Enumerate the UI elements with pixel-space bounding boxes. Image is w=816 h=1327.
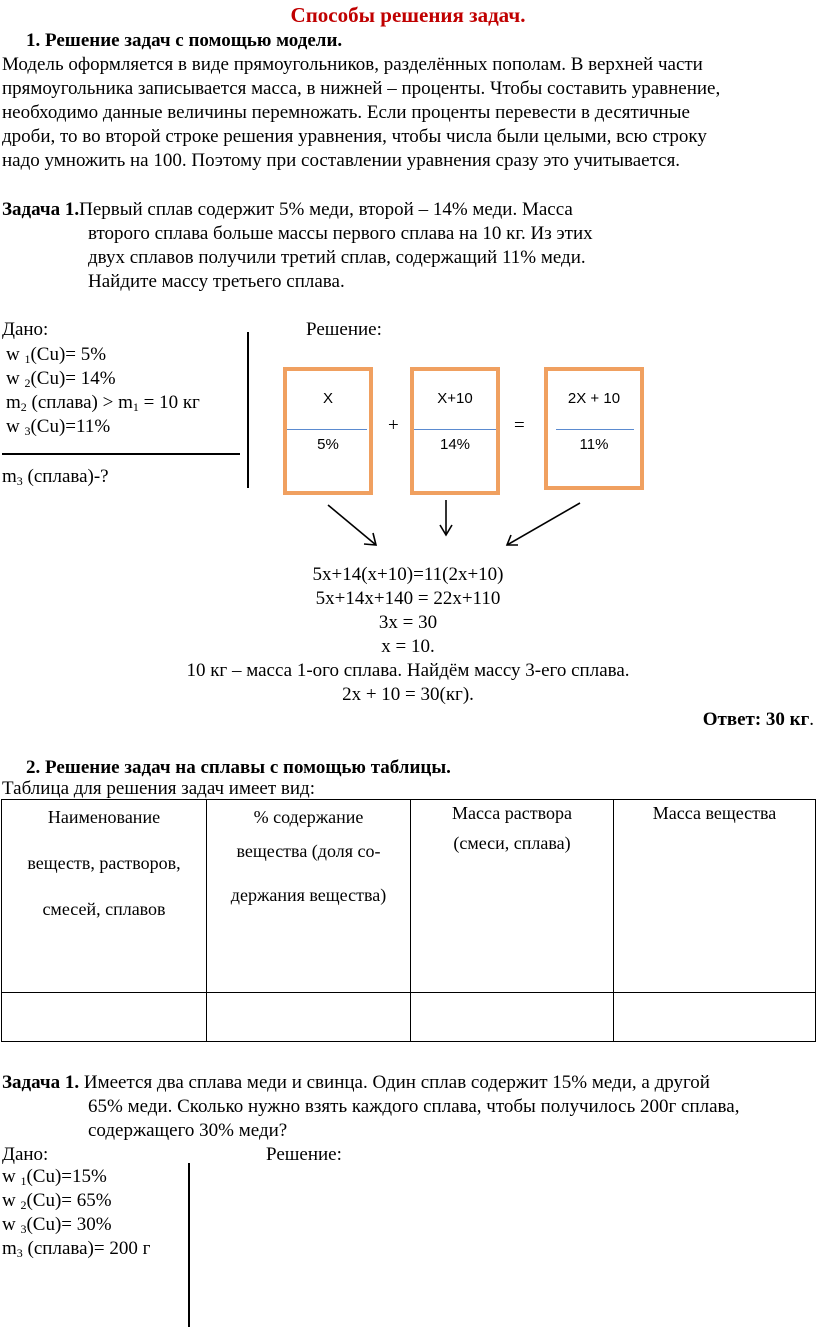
task-1-label: Задача 1. — [2, 199, 80, 220]
table-cell — [411, 993, 614, 1042]
solution-block — [0, 563, 816, 707]
given-item: w $_1$(Cu)=15% — [2, 1166, 107, 1188]
paragraph-line: необходимо данные величины перемножать. Если проценты перевести в десятичные — [2, 102, 690, 123]
table-intro: Таблица для решения задач имеет вид: — [2, 778, 315, 799]
task-1-line: двух сплавов получили третий сплав, содержащий 11% меди. — [88, 247, 586, 268]
equals-sign: = — [514, 415, 525, 436]
given-separator — [188, 1163, 190, 1327]
arrow-line — [328, 505, 376, 545]
solution-label: Решение: — [266, 1144, 342, 1165]
solution-table — [1, 799, 816, 1042]
solution-line: 3x = 30 — [378, 612, 438, 633]
task-2-line: содержащего 30% меди? — [88, 1120, 288, 1141]
task-2-statement — [2, 1071, 710, 1095]
task-1-line: Найдите массу третьего сплава. — [88, 271, 345, 292]
table-header-cell: Масса раствора (смеси, сплава) — [411, 800, 614, 993]
table-header-cell: Масса вещества — [614, 800, 816, 993]
solution-line: x = 10. — [381, 636, 435, 657]
paragraph-line: надо умножить на 100. Поэтому при составлении уравнения сразу это учитывается. — [2, 150, 681, 171]
model-box-bottom: 11% — [579, 436, 609, 453]
given-label: Дано: — [2, 319, 49, 340]
solution-line: 5x+14x+140 = 22x+110 — [315, 588, 501, 609]
plus-sign: + — [388, 415, 399, 436]
task-2-line: Имеется два сплава меди и свинца. Один сплав содержит 15% меди, а другой — [79, 1072, 710, 1093]
given-item: w $_1$(Cu)= 5% — [6, 344, 107, 366]
given-item: w $_3$(Cu)= 30% — [2, 1214, 112, 1236]
given-item: w $_2$(Cu)= 65% — [2, 1190, 112, 1212]
task-2-line: 65% меди. Сколько нужно взять каждого сплава, чтобы получилось 200г сплава, — [88, 1096, 740, 1117]
given-label: Дано: — [2, 1144, 49, 1165]
table-header-cell: % содержание вещества (доля со- держания вещества) — [207, 800, 411, 993]
given-item: w $_2$(Cu)= 14% — [6, 368, 116, 390]
answer: Ответ: 30 кг. — [702, 709, 814, 730]
table-header-row — [2, 800, 816, 993]
find-item: $m_3$ (сплава)-? — [2, 466, 109, 488]
page-title: Способы решения задач. — [290, 3, 526, 27]
section-1-heading: 1. Решение задач с помощью модели. — [26, 30, 343, 51]
task-1-line: Первый сплав содержит 5% меди, второй – 14% меди. Масса — [79, 199, 573, 220]
table-header-cell: Наименование веществ, растворов, смесей, сплавов — [2, 800, 207, 993]
model-box-top: 2X + 10 — [567, 390, 621, 407]
paragraph-line: прямоугольника записывается масса, в нижней – проценты. Чтобы составить уравнение, — [2, 78, 721, 99]
table-row — [2, 993, 816, 1042]
given-item: w $_3$(Cu)=11% — [6, 416, 111, 438]
model-box-bottom: 14% — [439, 436, 471, 453]
task-1-line: второго сплава больше массы первого сплава на 10 кг. Из этих — [88, 223, 593, 244]
arrow-line — [507, 503, 580, 545]
paragraph-line: дроби, то во второй строке решения уравнения, чтобы числа были целыми, всю строку — [2, 126, 707, 147]
solution-line: 2x + 10 = 30(кг). — [342, 684, 474, 705]
table-cell — [207, 993, 411, 1042]
paragraph-line: Модель оформляется в виде прямоугольников, разделённых пополам. В верхней части — [2, 54, 703, 75]
task-2-label: Задача 1. — [2, 1072, 80, 1093]
table-cell — [2, 993, 207, 1042]
model-box-bottom: 5% — [317, 436, 339, 453]
given-item: $m_2$ (сплава) > $m_1 = 10$ кг — [6, 392, 200, 414]
solution-line: 5x+14(x+10)=11(2x+10) — [312, 564, 504, 585]
solution-line: 10 кг – масса 1-ого сплава. Найдём массу 3-его сплава. — [186, 660, 630, 681]
solution-label: Решение: — [306, 319, 382, 340]
given-item: $m_3$ (сплава)= 200 г — [2, 1238, 151, 1260]
table-cell — [614, 993, 816, 1042]
section-2-heading: 2. Решение задач на сплавы с помощью таблицы. — [26, 757, 451, 778]
model-box-top: X — [322, 390, 333, 407]
model-box-top: X+10 — [437, 390, 473, 407]
